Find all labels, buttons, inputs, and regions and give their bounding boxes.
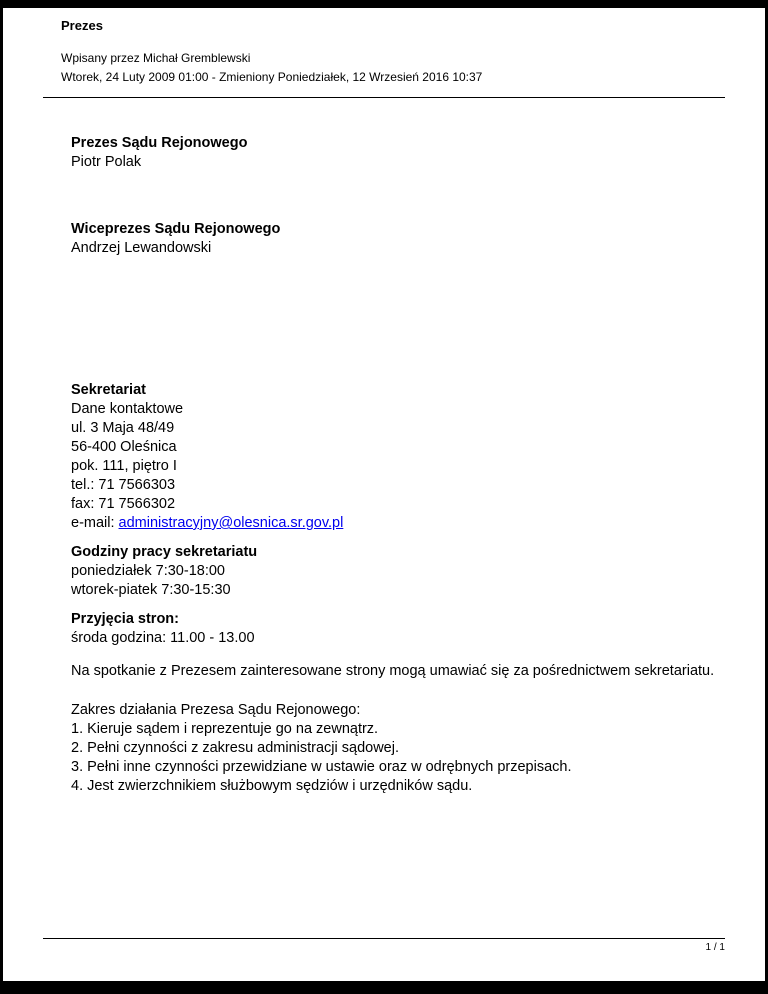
contact-line: pok. 111, piętro I: [71, 458, 177, 474]
scope-intro: Zakres działania Prezesa Sądu Rejonowego:: [71, 702, 361, 718]
email-link[interactable]: administracyjny@olesnica.sr.gov.pl: [118, 515, 344, 531]
contact-line: fax: 71 7566302: [71, 496, 176, 512]
hours-heading: Godziny pracy sekretariatu: [71, 544, 258, 560]
section-vice-president: [71, 220, 725, 258]
contact-line: Dane kontaktowe: [71, 401, 184, 417]
section-scope: [71, 701, 725, 796]
vice-president-name: Andrzej Lewandowski: [71, 240, 212, 256]
vice-president-heading: Wiceprezes Sądu Rejonowego: [71, 221, 281, 237]
header-divider: [43, 97, 725, 98]
hours-line: poniedziałek 7:30-18:00: [71, 563, 225, 579]
secretariat-heading: Sekretariat: [71, 382, 146, 398]
contact-line: ul. 3 Maja 48/49: [71, 420, 175, 436]
section-secretariat: [71, 381, 725, 533]
date-line: Wtorek, 24 Luty 2009 01:00 - Zmieniony Poniedziałek, 12 Wrzesień 2016 10:37: [61, 70, 483, 84]
email-label: e-mail:: [71, 515, 119, 531]
email-line: [71, 514, 725, 533]
document-content: [3, 18, 765, 796]
scope-item: 1. Kieruje sądem i reprezentuje go na zewnątrz.: [71, 721, 379, 737]
contact-line: tel.: 71 7566303: [71, 477, 176, 493]
scope-item: 2. Pełni czynności z zakresu administracji sądowej.: [71, 740, 399, 756]
scope-item: 4. Jest zwierzchnikiem służbowym sędziów i urzędników sądu.: [71, 778, 473, 794]
document-footer: [43, 938, 725, 953]
page-number: 1 / 1: [705, 942, 725, 953]
footer-divider: [43, 938, 725, 939]
section-visits: [71, 610, 725, 648]
meeting-paragraph: Na spotkanie z Prezesem zainteresowane strony mogą umawiać się za pośrednictwem sekretariatu.: [71, 663, 715, 679]
contact-line: 56-400 Oleśnica: [71, 439, 177, 455]
page-title: Prezes: [61, 18, 103, 33]
hours-line: wtorek-piatek 7:30-15:30: [71, 582, 231, 598]
visits-heading: Przyjęcia stron:: [71, 611, 179, 627]
document-page: [3, 8, 765, 981]
section-president: [71, 134, 725, 172]
visits-line: środa godzina: 11.00 - 13.00: [71, 630, 255, 646]
president-name: Piotr Polak: [71, 154, 142, 170]
section-office-hours: [71, 543, 725, 600]
scope-item: 3. Pełni inne czynności przewidziane w ustawie oraz w odrębnych przepisach.: [71, 759, 572, 775]
president-heading: Prezes Sądu Rejonowego: [71, 135, 248, 151]
author-line: Wpisany przez Michał Gremblewski: [61, 51, 251, 65]
